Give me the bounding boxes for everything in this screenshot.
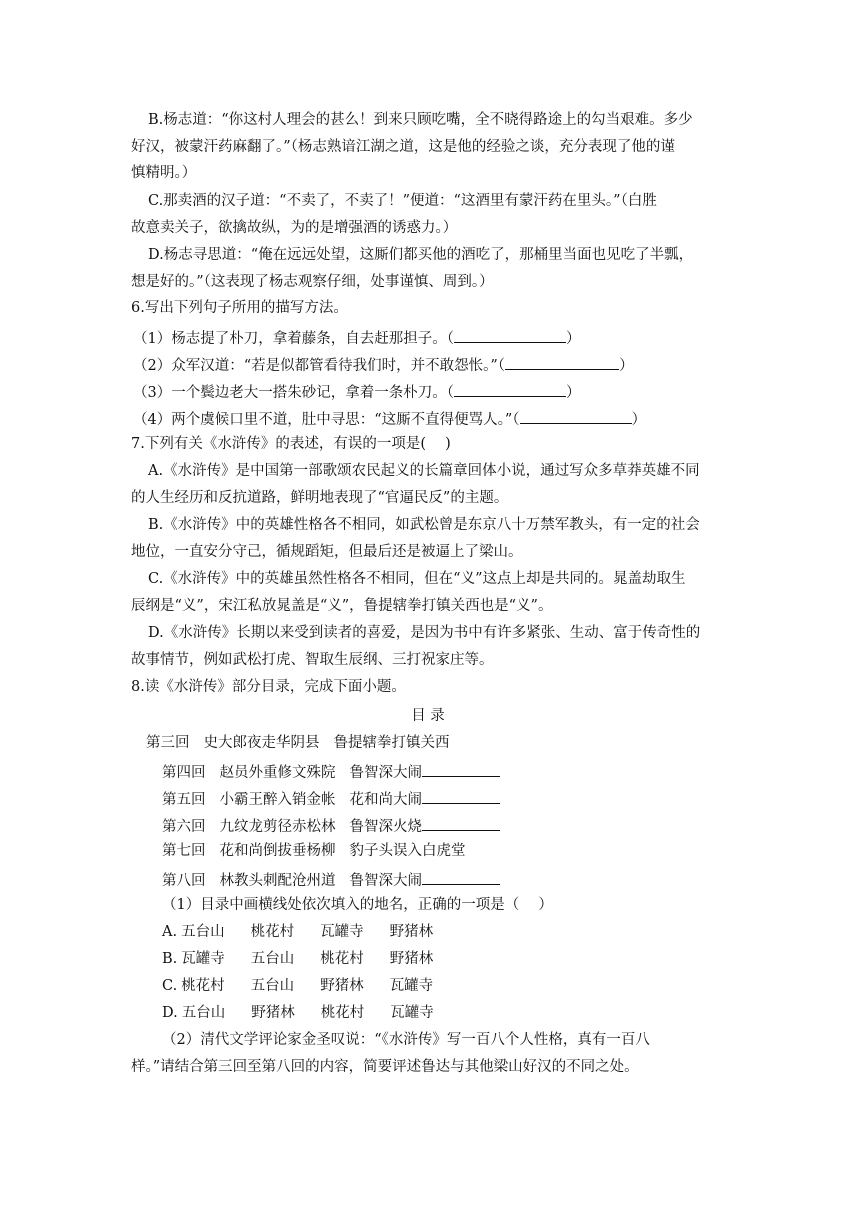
answer-blank[interactable] [422,868,500,885]
q7-option-a-line2: 的人生经历和反抗道路，鲜明地表现了“官逼民反”的主题。 [131,490,509,506]
q5-option-c-line1: C.那卖酒的汉子道：“不卖了，不卖了！”便道：“这酒里有蒙汗药在里头。”（白胜 [148,193,657,209]
q5-option-d-line1: D.杨志寻思道：“俺在远远处望，这厮们都买他的酒吃了，那桶里当面也见吃了半瓢， [148,247,694,263]
q7-stem: 7.下列有关《水浒传》的表述，有误的一项是( ) [131,436,451,452]
q8-option-a: A. 五台山 桃花村 瓦罐寺 野猪林 [162,924,434,940]
q8-sub2-line1: （2）清代文学评论家金圣叹说：“《水浒传》写一百八个人性格，真有一百八 [162,1032,650,1048]
q5-option-b-line1: B.杨志道：“你这村人理会的甚么！到来只顾吃嘴，全不晓得路途上的勾当艰难。多少 [148,112,693,128]
q8-option-d: D. 五台山 野猪林 桃花村 瓦罐寺 [162,1005,434,1021]
toc-chapter-6: 第六回 九纹龙剪径赤松林 鲁智深火烧 [162,814,500,837]
q8-sub2-line2: 样。”请结合第三回至第八回的内容，简要评述鲁达与其他梁山好汉的不同之处。 [131,1059,639,1075]
q8-option-c: C. 桃花村 五台山 野猪林 瓦罐寺 [162,978,434,994]
q5-option-b-line2: 好汉，被蒙汗药麻翻了。”（杨志熟谙江湖之道，这是他的经验之谈，充分表现了他的谨 [131,139,675,155]
answer-blank[interactable] [520,407,632,424]
q6-item-1: （1）杨志提了朴刀，拿着藤条，自去赶那担子。（ ） [133,326,580,349]
q6-item-2: （2）众军汉道：“若是似都管看待我们时，并不敢怨怅。”（ ） [133,353,634,376]
toc-chapter-5: 第五回 小霸王醉入销金帐 花和尚大闹 [162,787,500,810]
q6-item-4: （4）两个虞候口里不道，肚中寻思：“这厮不直得便骂人。”（ ） [133,407,646,430]
q7-option-d-line1: D.《水浒传》长期以来受到读者的喜爱，是因为书中有许多紧张、生动、富于传奇性的 [148,625,701,641]
answer-blank[interactable] [422,760,500,777]
q5-option-c-line2: 故意卖关子，欲擒故纵，为的是增强酒的诱惑力。） [131,220,458,236]
q6-item-3: （3）一个鬓边老大一搭朱砂记，拿着一条朴刀。（ ） [133,380,580,403]
answer-blank[interactable] [422,787,500,804]
q7-option-c-line2: 辰纲是“义”，宋江私放晁盖是“义”，鲁提辖拳打镇关西也是“义”。 [131,598,553,614]
toc-chapter-8: 第八回 林教头刺配沧州道 鲁智深大闹 [162,868,500,891]
q7-option-b-line2: 地位，一直安分守己，循规蹈矩，但最后还是被逼上了梁山。 [131,544,523,560]
q8-stem: 8.读《水浒传》部分目录，完成下面小题。 [131,679,406,695]
toc-chapter-7: 第七回 花和尚倒拔垂杨柳 豹子头误入白虎堂 [162,843,466,859]
answer-blank[interactable] [505,353,619,370]
q7-option-c-line1: C.《水浒传》中的英雄虽然性格各不相同，但在“义”这点上却是共同的。晁盖劫取生 [148,571,686,587]
toc-chapter-4: 第四回 赵员外重修文殊院 鲁智深大闹 [162,760,500,783]
q5-option-b-line3: 慎精明。） [131,165,197,181]
q6-stem: 6.写出下列句子所用的描写方法。 [131,300,348,316]
q8-sub1-stem: （1）目录中画横线处依次填入的地名，正确的一项是（ ） [162,897,553,913]
toc-title: 目 录 [411,708,445,724]
answer-blank[interactable] [422,814,500,831]
q7-option-a-line1: A.《水浒传》是中国第一部歌颂农民起义的长篇章回体小说，通过写众多草莽英雄不同 [148,463,700,479]
answer-blank[interactable] [454,326,566,343]
q5-option-d-line2: 想是好的。”（这表现了杨志观察仔细，处事谨慎、周到。） [131,274,494,290]
answer-blank[interactable] [454,380,566,397]
toc-chapter-3: 第三回 史大郎夜走华阴县 鲁提辖拳打镇关西 [146,735,450,751]
q7-option-d-line2: 故事情节，例如武松打虎、智取生辰纲、三打祝家庄等。 [131,652,494,668]
q8-option-b: B. 瓦罐寺 五台山 桃花村 野猪林 [162,951,434,967]
q7-option-b-line1: B.《水浒传》中的英雄性格各不相同，如武松曾是东京八十万禁军教头，有一定的社会 [148,517,700,533]
